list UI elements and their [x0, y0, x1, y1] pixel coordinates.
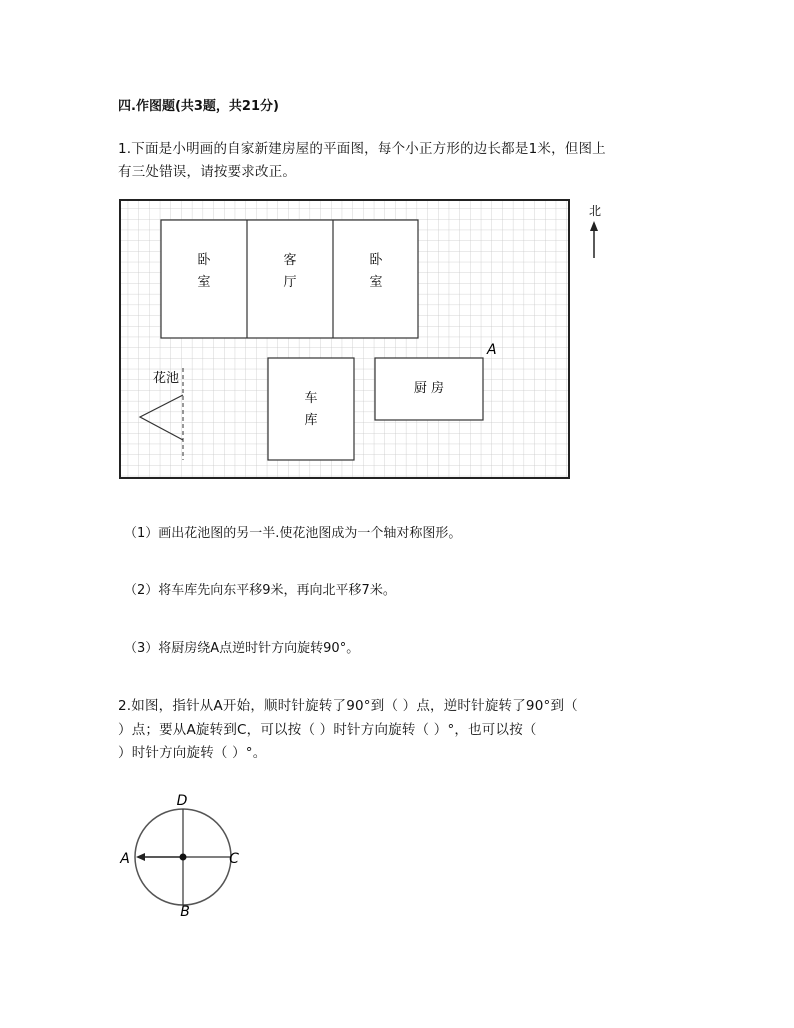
q1-sub3: （3）将厨房绕A点逆时针方向旋转90°。	[124, 641, 360, 656]
room-label: 客	[283, 253, 297, 268]
q1-sub2: （2）将车库先向东平移9米，再向北平移7米。	[124, 583, 396, 598]
dial-label-c: C	[229, 851, 239, 867]
room-label: 室	[369, 275, 383, 290]
section-heading: 四.作图题(共3题，共21分)	[118, 99, 279, 114]
q2-text-line2: ）点；要从A旋转到C，可以按（ ）时针方向旋转（ ）°，也可以按（	[118, 722, 537, 738]
room-label: 卧	[369, 253, 383, 268]
room-label: 厨 房	[413, 381, 445, 396]
room-label: 室	[197, 275, 211, 290]
q1-text-line2: 有三处错误，请按要求改正。	[118, 164, 297, 180]
q2-text-line1: 2.如图，指针从A开始，顺时针旋转了90°到（ ）点，逆时针旋转了90°到（	[118, 698, 578, 714]
q1-text-line1: 1.下面是小明画的自家新建房屋的平面图，每个小正方形的边长都是1米，但图上	[118, 141, 606, 157]
floor-plan-figure	[110, 195, 630, 490]
room-label: 车	[304, 391, 318, 406]
garage-room	[268, 358, 354, 460]
flower-bed-label: 花池	[152, 371, 180, 386]
north-arrow-head-icon	[590, 221, 598, 231]
room-label: 厅	[283, 275, 297, 290]
q2-text-line3: ）时针方向旋转（ ）°。	[118, 745, 267, 761]
pointer-arrow-icon	[136, 853, 145, 861]
dial-label-a: A	[120, 851, 130, 867]
room-label: 库	[304, 413, 318, 428]
north-label: 北	[588, 204, 602, 218]
q1-sub1: （1）画出花池图的另一半.使花池图成为一个轴对称图形。	[124, 526, 462, 541]
dial-label-d: D	[176, 793, 188, 809]
point-a-label: A	[487, 342, 497, 358]
rotation-dial-figure	[110, 785, 250, 920]
dial-label-b: B	[180, 904, 190, 920]
room-label: 卧	[197, 253, 211, 268]
dial-center-dot	[180, 854, 187, 861]
